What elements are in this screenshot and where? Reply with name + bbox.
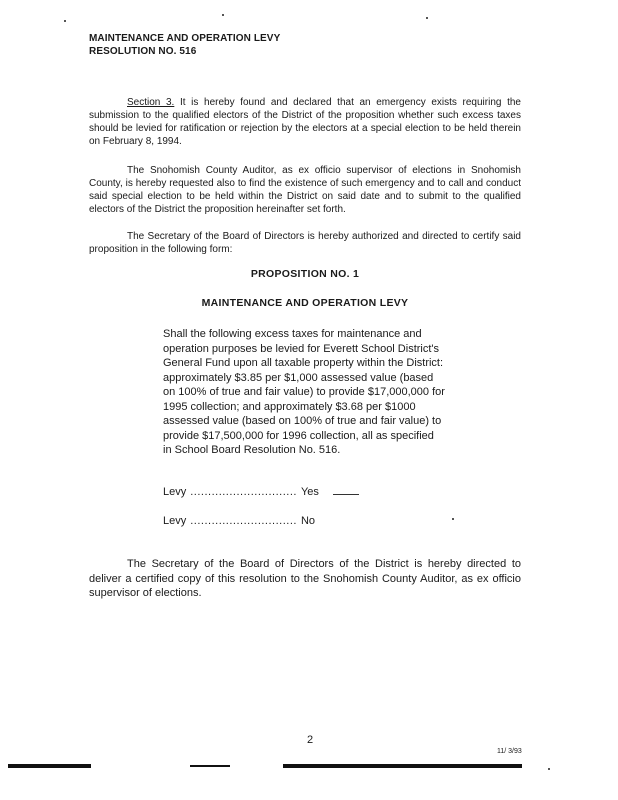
header-title: MAINTENANCE AND OPERATION LEVY bbox=[89, 33, 281, 44]
levy-yes-label: Levy bbox=[163, 486, 187, 498]
final-paragraph bbox=[89, 557, 521, 601]
scan-speck bbox=[426, 17, 428, 19]
secretary-certify-paragraph bbox=[89, 230, 521, 256]
levy-yes-choice: Yes bbox=[300, 486, 319, 498]
proposition-subtitle: MAINTENANCE AND OPERATION LEVY bbox=[201, 297, 409, 309]
levy-no-choice: No bbox=[300, 515, 315, 527]
document-date-stamp: 11/ 3/93 bbox=[497, 748, 522, 755]
scan-speck bbox=[64, 20, 66, 22]
section-3-paragraph bbox=[89, 96, 521, 148]
auditor-paragraph-text: The Snohomish County Auditor, as ex officio supervisor of elections in Snohomish County, is hereby requested also to find the existence of such emergency and to call and conduct said special election to be held within the District on said date and to submit to the qualified electors of the District the proposition hereinafter set forth. bbox=[89, 165, 521, 215]
auditor-paragraph bbox=[89, 164, 521, 216]
scan-edge-bar bbox=[8, 764, 91, 768]
section-3-text: It is hereby found and declared that an emergency exists requiring the submission to the qualified electors of the District of the proposition whether such excess taxes should be levied for ratification or rejection by the electors at a special election to be held therein on February 8, 1994. bbox=[89, 97, 521, 147]
scan-speck bbox=[548, 768, 550, 770]
scan-speck bbox=[452, 518, 454, 520]
ballot-text: Shall the following excess taxes for maintenance and operation purposes be levied for Everett School District's General Fund upon all taxable property within the District: approximately $3.85 per $1,000 assessed value (based on 100% of true and fair value) to provide $17,000,000 for 1995 collection; and approximately $3.68 per $1000 assessed value (based on 100% of true and fair value) to provide $17,500,000 for 1996 collection, all as specified in School Board Resolution No. 516. bbox=[163, 328, 445, 456]
scan-speck bbox=[222, 14, 224, 16]
scan-edge-bar bbox=[190, 765, 230, 767]
levy-yes-line bbox=[163, 486, 359, 498]
levy-yes-blank bbox=[333, 486, 359, 495]
secretary-certify-text: The Secretary of the Board of Directors is hereby authorized and directed to certify said proposition in the following form: bbox=[89, 231, 521, 255]
document-header bbox=[89, 32, 280, 58]
final-paragraph-text: The Secretary of the Board of Directors of the District is hereby directed to deliver a certified copy of this resolution to the Snohomish County Auditor, as ex officio supervisor of elections. bbox=[89, 558, 521, 599]
proposition-title: PROPOSITION NO. 1 bbox=[250, 268, 360, 280]
page-number: 2 bbox=[306, 734, 314, 746]
levy-no-label: Levy bbox=[163, 515, 187, 527]
levy-yes-dots: .............................. bbox=[190, 486, 297, 498]
levy-no-line bbox=[163, 515, 315, 527]
levy-no-dots: .............................. bbox=[190, 515, 297, 527]
scan-edge-bar bbox=[283, 764, 522, 768]
section-3-label: Section 3. bbox=[127, 97, 175, 108]
header-resolution-number: RESOLUTION NO. 516 bbox=[89, 46, 197, 57]
